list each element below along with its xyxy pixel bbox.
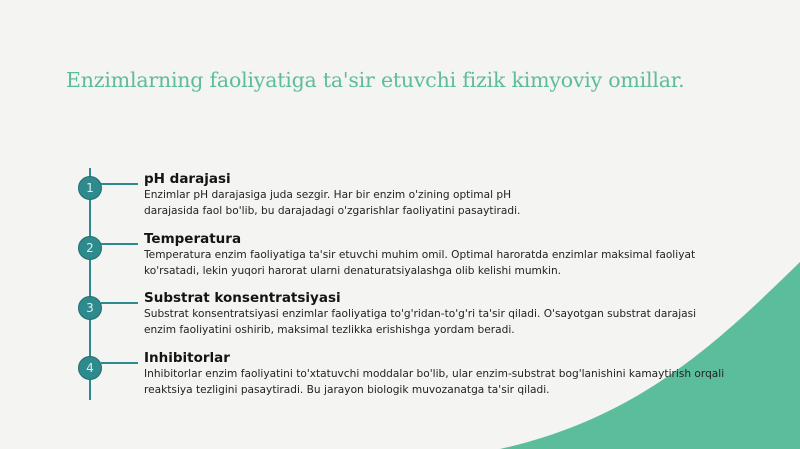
step-2-line-2: ko'rsatadi, lekin yuqori harorat ularni denaturatsiyalashga olib kelishi mumkin. [144,265,562,277]
step-2-line-1: Temperatura enzim faoliyatiga ta'sir etuvchi muhim omil. Optimal haroratda enzimlar maksimal faoliyat [144,249,696,261]
step-2-heading: Temperatura [144,231,242,247]
step-3-connector [101,302,138,304]
step-4-description [144,366,744,398]
step-3-number-badge: 3 [78,296,102,320]
step-3-line-2: enzim faoliyatini oshirib, maksimal tezlikka erishishga yordam beradi. [144,324,515,336]
step-1-number-badge: 1 [78,176,102,200]
step-4-number-badge: 4 [78,356,102,380]
step-4-connector [101,362,138,364]
step-2-connector [101,243,138,245]
slide-title: Enzimlarning faoliyatiga ta'sir etuvchi fizik kimyoviy omillar. [66,68,685,92]
step-1-connector [101,183,138,185]
step-3-line-1: Substrat konsentratsiyasi enzimlar faoliyatiga to'g'ridan-to'g'ri ta'sir qiladi. O'sayotgan substrat darajasi [144,308,697,320]
step-1-heading: pH darajasi [144,171,231,187]
step-2-number-badge: 2 [78,236,102,260]
step-1-line-2: darajasida faol bo'lib, bu darajadagi o'zgarishlar faoliyatini pasaytiradi. [144,205,521,217]
step-4-heading: Inhibitorlar [144,350,230,366]
step-1-description [144,187,744,219]
step-4-line-2: reaktsiya tezligini pasaytiradi. Bu jarayon biologik muvozanatga ta'sir qiladi. [144,384,550,396]
step-2-description [144,247,744,279]
step-4-line-1: Inhibitorlar enzim faoliyatini to'xtatuvchi moddalar bo'lib, ular enzim-substrat bog'lanishini kamaytirish orqali [144,368,725,380]
step-1-line-1: Enzimlar pH darajasiga juda sezgir. Har bir enzim o'zining optimal pH [144,189,512,201]
step-3-description [144,306,744,338]
step-3-heading: Substrat konsentratsiyasi [144,290,341,306]
